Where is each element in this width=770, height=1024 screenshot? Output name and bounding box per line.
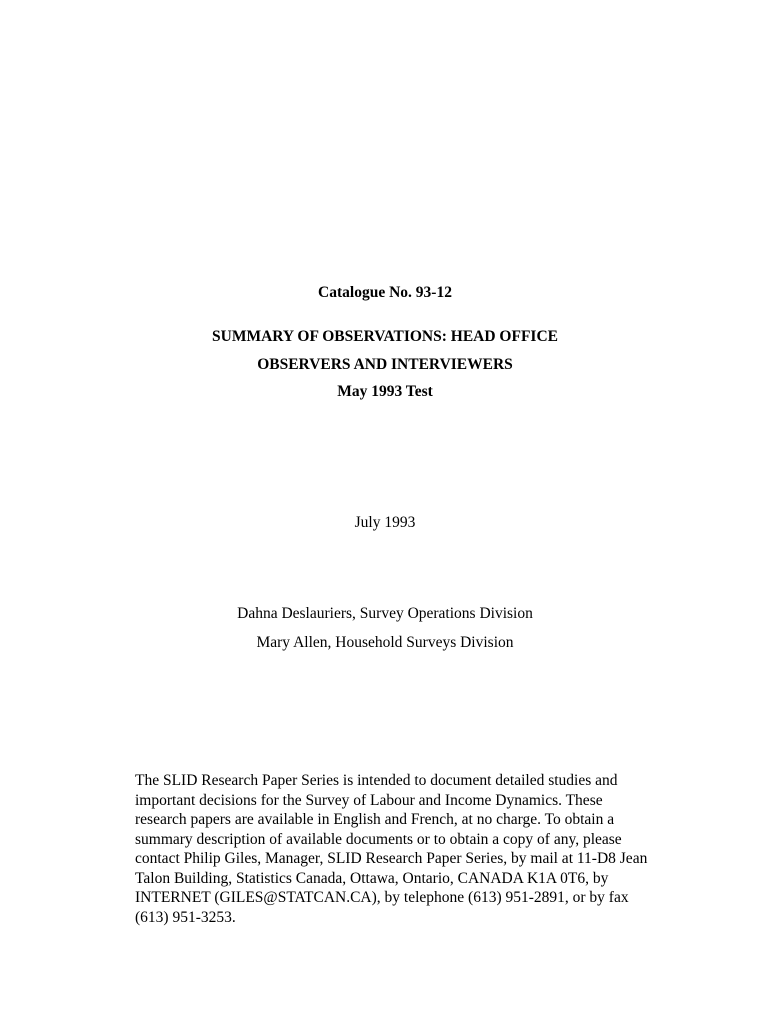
series-description [135, 771, 735, 927]
publication-date: July 1993 [354, 514, 416, 531]
author-1: Dahna Deslauriers, Survey Operations Division [237, 605, 533, 622]
author-2: Mary Allen, Household Surveys Division [256, 634, 514, 651]
description-line: INTERNET (GILES@STATCAN.CA), by telephone (613) 951-2891, or by fax [135, 889, 629, 906]
description-line: The SLID Research Paper Series is intended to document detailed studies and [135, 772, 618, 789]
title-line-2: OBSERVERS AND INTERVIEWERS [257, 356, 513, 373]
description-line: contact Philip Giles, Manager, SLID Research Paper Series, by mail at 11-D8 Jean [135, 850, 648, 867]
title-line-3: May 1993 Test [337, 383, 433, 400]
title-line-1: SUMMARY OF OBSERVATIONS: HEAD OFFICE [212, 328, 558, 345]
description-line: (613) 951-3253. [135, 908, 236, 926]
description-line: Talon Building, Statistics Canada, Ottawa, Ontario, CANADA K1A 0T6, by [135, 869, 609, 887]
description-line: summary description of available documents or to obtain a copy of any, please [135, 830, 622, 848]
description-line: important decisions for the Survey of Labour and Income Dynamics. These [135, 791, 603, 809]
description-line: research papers are available in English and French, at no charge. To obtain a [135, 811, 615, 828]
catalogue-number: Catalogue No. 93-12 [318, 284, 452, 301]
